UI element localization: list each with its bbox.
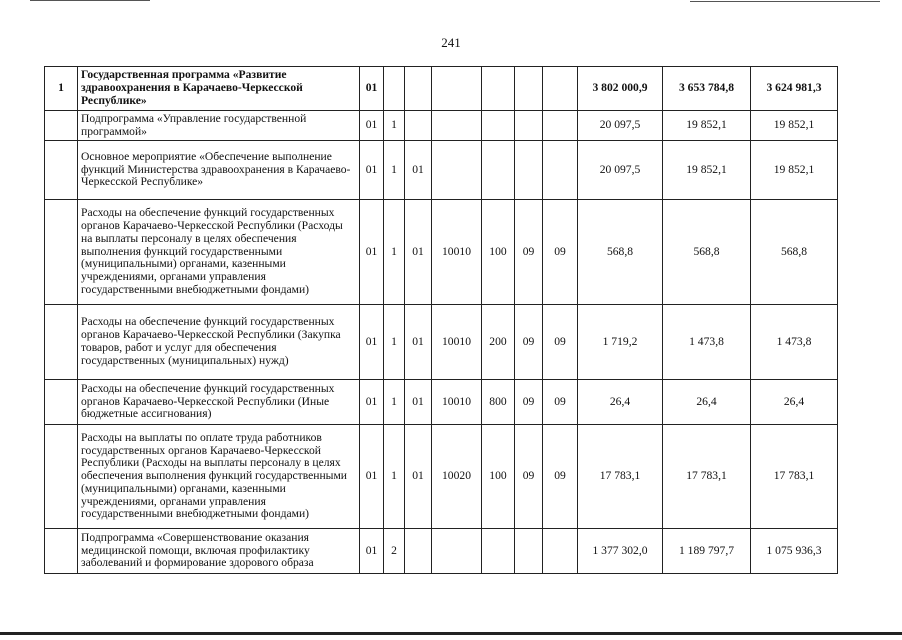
row-name-cell: Расходы на выплаты по оплате труда работников государственных органов Карачаево-Черкесской Республики (Расходы на выплаты персоналу в целях обеспечения выполнения функций государственными (муниципальными) органами, казенными учреждениями, органами управления государственными внебюджетными фондами)	[78, 425, 360, 529]
code-subprogram-cell: 1	[384, 380, 405, 425]
code-subprogram-cell: 1	[384, 425, 405, 529]
code-section-cell: 09	[515, 200, 543, 305]
row-name-cell: Подпрограмма «Совершенствование оказания медицинской помощи, включая профилактику заболеваний и формирование здорового образа	[78, 529, 360, 574]
code-direction-cell: 10010	[432, 380, 482, 425]
code-measure-cell	[405, 67, 432, 111]
code-section-cell	[515, 529, 543, 574]
amount-year-1-cell: 3 802 000,9	[578, 67, 663, 111]
amount-year-2-cell: 19 852,1	[663, 111, 751, 141]
code-expense-type-cell	[482, 529, 515, 574]
code-direction-cell	[432, 141, 482, 200]
amount-year-3-cell: 26,4	[751, 380, 838, 425]
amount-year-3-cell: 568,8	[751, 200, 838, 305]
row-number-cell	[45, 200, 78, 305]
code-section-cell	[515, 67, 543, 111]
code-section-cell	[515, 111, 543, 141]
code-program-cell: 01	[360, 305, 384, 380]
code-direction-cell	[432, 111, 482, 141]
amount-year-3-cell: 17 783,1	[751, 425, 838, 529]
amount-year-1-cell: 26,4	[578, 380, 663, 425]
scan-artifact-top-right	[690, 1, 880, 2]
amount-year-3-cell: 19 852,1	[751, 111, 838, 141]
code-expense-type-cell: 100	[482, 200, 515, 305]
table-row	[45, 529, 838, 574]
code-subsection-cell	[543, 111, 578, 141]
code-program-cell: 01	[360, 111, 384, 141]
code-subsection-cell: 09	[543, 305, 578, 380]
code-measure-cell	[405, 529, 432, 574]
amount-year-3-cell: 3 624 981,3	[751, 67, 838, 111]
page-number: 241	[441, 35, 461, 50]
code-expense-type-cell: 100	[482, 425, 515, 529]
row-name-cell: Подпрограмма «Управление государственной программой»	[78, 111, 360, 141]
code-expense-type-cell	[482, 111, 515, 141]
code-expense-type-cell	[482, 67, 515, 111]
code-measure-cell	[405, 111, 432, 141]
code-program-cell: 01	[360, 425, 384, 529]
table-row	[45, 305, 838, 380]
code-section-cell: 09	[515, 425, 543, 529]
amount-year-2-cell: 17 783,1	[663, 425, 751, 529]
code-measure-cell: 01	[405, 425, 432, 529]
amount-year-1-cell: 20 097,5	[578, 141, 663, 200]
code-program-cell: 01	[360, 67, 384, 111]
code-subprogram-cell: 1	[384, 305, 405, 380]
row-name-cell: Расходы на обеспечение функций государственных органов Карачаево-Черкесской Республики (Закупка товаров, работ и услуг для обеспечения государственных (муниципальных) нужд)	[78, 305, 360, 380]
amount-year-3-cell: 1 473,8	[751, 305, 838, 380]
amount-year-1-cell: 17 783,1	[578, 425, 663, 529]
row-number-cell	[45, 425, 78, 529]
amount-year-2-cell: 26,4	[663, 380, 751, 425]
amount-year-2-cell: 568,8	[663, 200, 751, 305]
code-measure-cell: 01	[405, 200, 432, 305]
amount-year-2-cell: 3 653 784,8	[663, 67, 751, 111]
code-subprogram-cell: 1	[384, 141, 405, 200]
table-row	[45, 425, 838, 529]
scan-artifact-bottom	[0, 632, 902, 635]
code-subprogram-cell: 1	[384, 200, 405, 305]
code-program-cell: 01	[360, 380, 384, 425]
amount-year-1-cell: 1 377 302,0	[578, 529, 663, 574]
code-measure-cell: 01	[405, 380, 432, 425]
table-row	[45, 200, 838, 305]
code-subprogram-cell: 1	[384, 111, 405, 141]
row-name-cell: Расходы на обеспечение функций государственных органов Карачаево-Черкесской Республики (Иные бюджетные ассигнования)	[78, 380, 360, 425]
code-subsection-cell: 09	[543, 200, 578, 305]
row-name-cell: Основное мероприятие «Обеспечение выполнение функций Министерства здравоохранения в Карачаево-Черкесской Республике»	[78, 141, 360, 200]
code-measure-cell: 01	[405, 141, 432, 200]
budget-table	[44, 66, 838, 574]
code-program-cell: 01	[360, 141, 384, 200]
code-subsection-cell	[543, 141, 578, 200]
code-expense-type-cell: 200	[482, 305, 515, 380]
row-number-cell	[45, 305, 78, 380]
code-section-cell: 09	[515, 305, 543, 380]
code-subprogram-cell	[384, 67, 405, 111]
table-row	[45, 67, 838, 111]
row-number-cell	[45, 111, 78, 141]
code-measure-cell: 01	[405, 305, 432, 380]
scan-artifact-top-left	[30, 0, 150, 1]
code-expense-type-cell: 800	[482, 380, 515, 425]
row-number-cell	[45, 141, 78, 200]
amount-year-2-cell: 1 189 797,7	[663, 529, 751, 574]
code-subsection-cell	[543, 67, 578, 111]
code-subsection-cell	[543, 529, 578, 574]
row-name-cell: Государственная программа «Развитие здравоохранения в Карачаево-Черкесской Республике»	[78, 67, 360, 111]
code-direction-cell	[432, 529, 482, 574]
code-direction-cell: 10010	[432, 305, 482, 380]
row-number-cell	[45, 529, 78, 574]
amount-year-3-cell: 19 852,1	[751, 141, 838, 200]
table-row	[45, 380, 838, 425]
amount-year-1-cell: 1 719,2	[578, 305, 663, 380]
table-row	[45, 141, 838, 200]
code-expense-type-cell	[482, 141, 515, 200]
amount-year-1-cell: 20 097,5	[578, 111, 663, 141]
code-program-cell: 01	[360, 200, 384, 305]
code-subsection-cell: 09	[543, 380, 578, 425]
code-section-cell	[515, 141, 543, 200]
row-number-cell: 1	[45, 67, 78, 111]
code-direction-cell	[432, 67, 482, 111]
table-body	[45, 67, 838, 574]
code-subsection-cell: 09	[543, 425, 578, 529]
row-name-cell: Расходы на обеспечение функций государственных органов Карачаево-Черкесской Республики (Расходы на выплаты персоналу в целях обеспечения выполнения функций государственными (муниципальными) органами, казенными учреждениями, органами управления государственными внебюджетными фондами)	[78, 200, 360, 305]
code-section-cell: 09	[515, 380, 543, 425]
code-direction-cell: 10010	[432, 200, 482, 305]
amount-year-2-cell: 19 852,1	[663, 141, 751, 200]
amount-year-3-cell: 1 075 936,3	[751, 529, 838, 574]
code-subprogram-cell: 2	[384, 529, 405, 574]
code-direction-cell: 10020	[432, 425, 482, 529]
amount-year-2-cell: 1 473,8	[663, 305, 751, 380]
amount-year-1-cell: 568,8	[578, 200, 663, 305]
code-program-cell: 01	[360, 529, 384, 574]
table-row	[45, 111, 838, 141]
row-number-cell	[45, 380, 78, 425]
